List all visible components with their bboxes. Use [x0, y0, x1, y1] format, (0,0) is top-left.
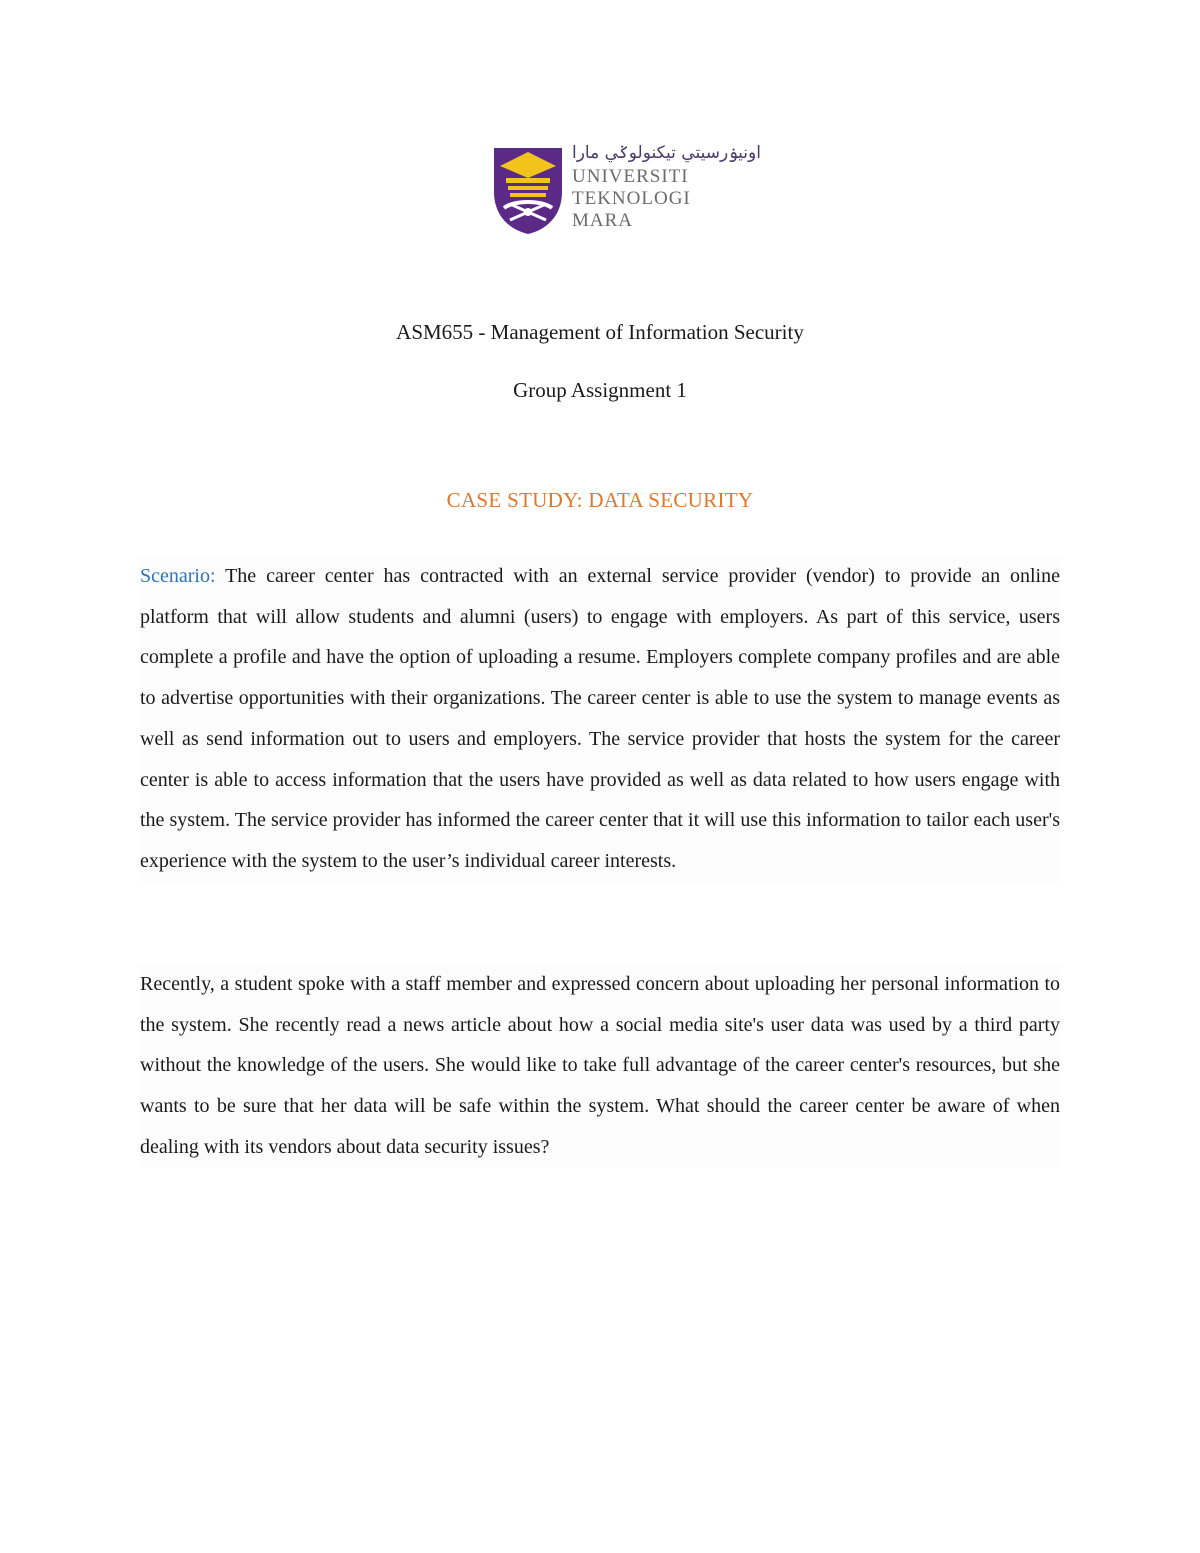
course-title: ASM655 - Management of Information Security — [396, 320, 804, 344]
logo-line-2: TEKNOLOGI — [572, 188, 691, 209]
university-logo — [490, 140, 761, 236]
scenario-label: Scenario: — [140, 565, 216, 587]
concern-paragraph: Recently, a student spoke with a staff member and expressed concern about uploading her personal information to the system. She recently read a news article about how a social media site's user data was used by a third party without the knowledge of the users. She would like to take full advantage of the career center's resources, but she wants to be sure that her data will be safe within the system. What should the career center be aware of when dealing with its vendors about data security issues? — [140, 964, 1060, 1168]
case-study-heading: CASE STUDY: DATA SECURITY — [446, 488, 754, 512]
logo-wordmark — [572, 166, 691, 232]
logo-line-3: MARA — [572, 210, 634, 231]
uitm-crest-icon — [490, 144, 566, 236]
scenario-text: The career center has contracted with an external service provider (vendor) to provide an online platform that will allow students and alumni (users) to engage with employers. As part of this service, users complete a profile and have the option of uploading a resume. Employers complete company profiles and are able to advertise opportunities with their organizations. The career center is able to use the system to manage events as well as send information out to users and employers. The service provider that hosts the system for the career center is able to access information that the users have provided as well as data related to how users engage with the system. The service provider has informed the career center that it will use this information to tailor each user's experience with the system to the user’s individual career interests. — [140, 565, 1060, 872]
logo-line-1: UNIVERSITI — [572, 166, 689, 187]
logo-arabic-text: اونيۏرسيتي تيكنولوݢي مارا — [572, 143, 761, 163]
assignment-title: Group Assignment 1 — [513, 378, 687, 402]
scenario-paragraph — [140, 556, 1060, 882]
